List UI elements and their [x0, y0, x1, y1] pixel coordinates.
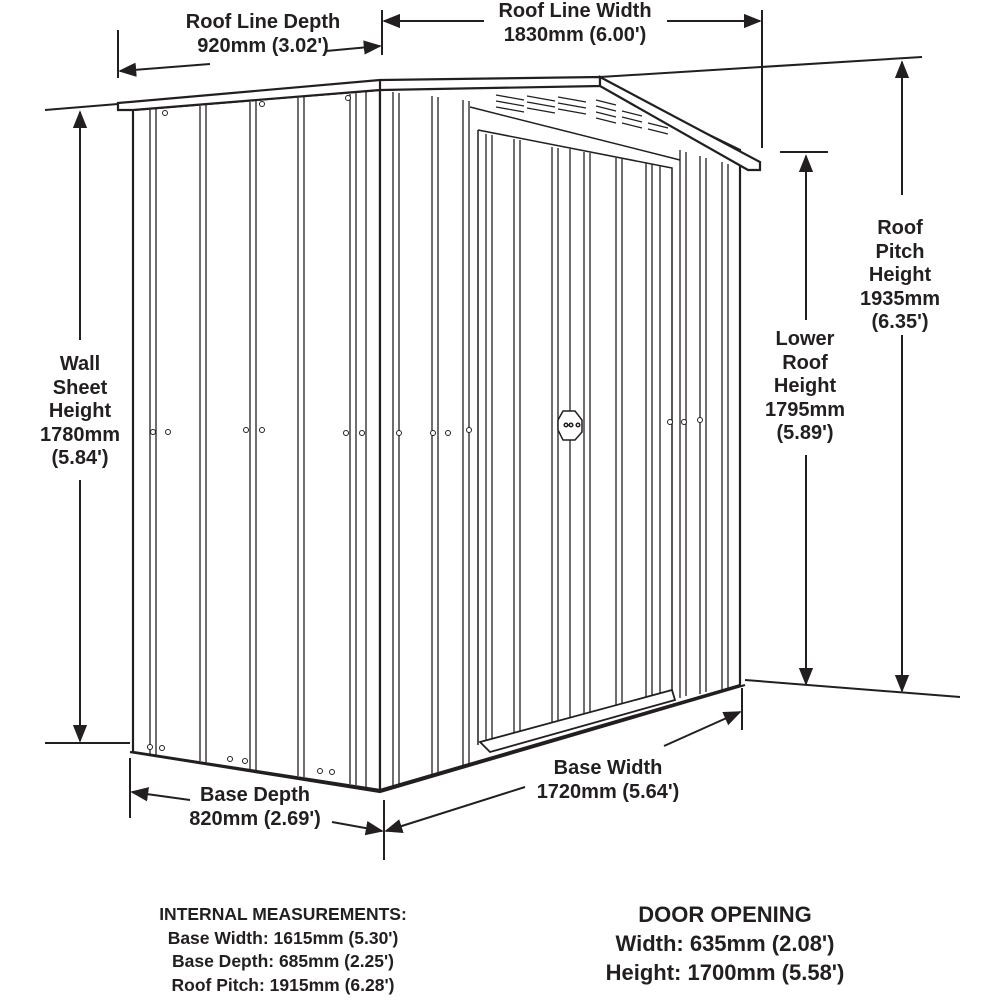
roof-line-width-value: 1830mm (6.00'): [503, 23, 647, 46]
roof-line-width-label: [465, 0, 685, 47]
base-depth-label: [170, 784, 340, 831]
lower-roof-height-mm: 1795mm: [764, 398, 846, 421]
wall-sheet-height-line-2: Sheet: [52, 376, 108, 399]
base-depth-title: Base Depth: [199, 784, 311, 806]
roof-line-depth-value: 920mm (3.02'): [197, 34, 329, 57]
internal-measurements: [118, 903, 448, 997]
internal-base-depth: Base Depth: 685mm (2.25'): [171, 951, 395, 971]
lower-roof-height-label: [750, 328, 860, 446]
base-width-value: 1720mm (5.64'): [536, 780, 680, 803]
lower-roof-height-ft: (5.89'): [776, 422, 834, 444]
internal-base-width: Base Width: 1615mm (5.30'): [167, 927, 399, 948]
wall-sheet-height-line-1: Wall: [59, 353, 101, 375]
roof-pitch-height-line-3: Height: [868, 264, 932, 286]
roof-pitch-height-mm: 1935mm: [859, 287, 941, 310]
roof-pitch-height-ft: (6.35'): [871, 311, 929, 333]
door-opening-width: Width: 635mm (2.08'): [615, 931, 835, 956]
wall-sheet-height-ft: (5.84'): [51, 447, 109, 469]
lower-roof-height-line-3: Height: [773, 375, 837, 397]
roof-pitch-height-label: [845, 217, 955, 335]
lower-roof-height-line-2: Roof: [782, 351, 828, 374]
wall-sheet-height-line-3: Height: [48, 400, 112, 422]
door-opening-height: Height: 1700mm (5.58'): [605, 960, 845, 985]
door-handle: [558, 411, 582, 440]
base-width-title: Base Width: [553, 757, 663, 779]
wall-sheet-height-mm: 1780mm: [39, 423, 121, 446]
base-width-label: [508, 757, 708, 804]
roof-line-width-title: Roof Line Width: [498, 0, 652, 22]
door-opening-heading: DOOR OPENING: [638, 902, 812, 927]
wall-sheet-height-label: [25, 353, 135, 471]
roof-line-depth-label: [148, 11, 378, 58]
internal-measurements-heading: INTERNAL MEASUREMENTS:: [159, 904, 407, 924]
door-opening: [565, 900, 885, 987]
internal-roof-pitch: Roof Pitch: 1915mm (6.28'): [171, 974, 395, 995]
roof-pitch-height-line-1: Roof: [877, 217, 923, 239]
lower-roof-height-line-1: Lower: [775, 328, 835, 350]
base-depth-value: 820mm (2.69'): [189, 807, 321, 830]
roof-pitch-height-line-2: Pitch: [875, 240, 925, 263]
roof-line-depth-title: Roof Line Depth: [185, 11, 341, 33]
